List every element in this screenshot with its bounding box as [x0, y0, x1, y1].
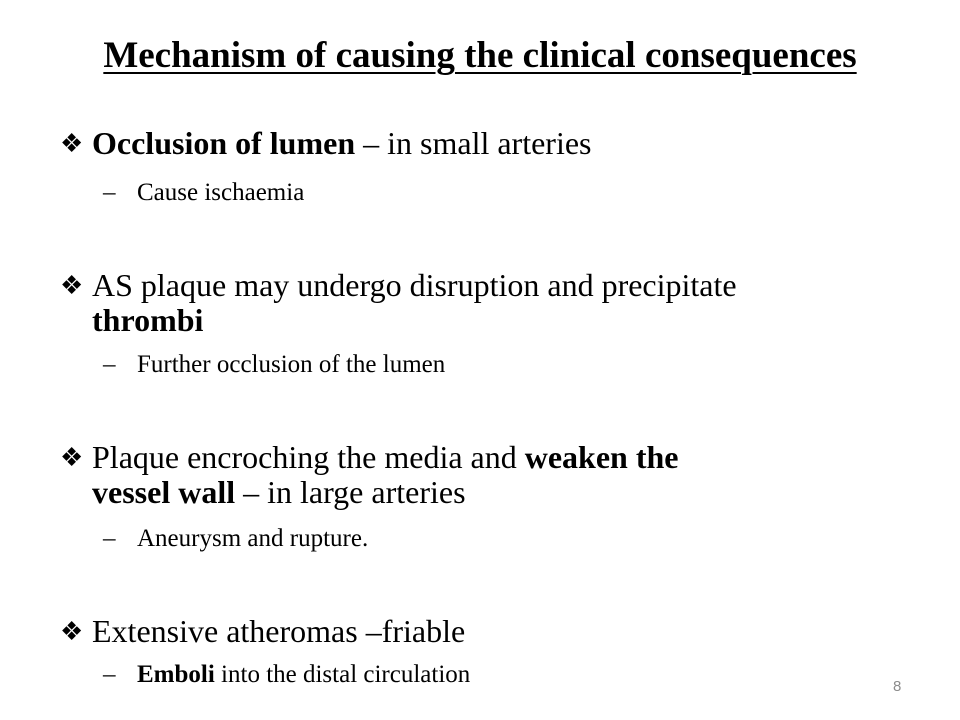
bullet-bold-text: weaken the — [524, 439, 679, 475]
bullet-text: AS plaque may undergo disruption and precipitate — [92, 267, 737, 303]
diamond-bullet-icon: ❖ — [60, 617, 84, 646]
bullet-extensive-atheromas — [60, 614, 465, 649]
dash-icon: – — [103, 525, 116, 552]
sub-bullet-ischaemia — [103, 178, 304, 208]
bullet-bold-text: Occlusion of lumen — [92, 125, 356, 161]
page-number: 8 — [893, 678, 902, 695]
dash-icon: – — [103, 351, 116, 378]
sub-bullet-text: Further occlusion of the lumen — [137, 351, 446, 378]
diamond-bullet-icon: ❖ — [60, 129, 84, 158]
diamond-bullet-icon: ❖ — [60, 443, 84, 472]
bullet-occlusion — [60, 126, 592, 161]
bullet-text: – in large arteries — [235, 474, 466, 510]
sub-bullet-aneurysm — [103, 524, 368, 554]
sub-bullet-text: Aneurysm and rupture. — [137, 525, 369, 552]
sub-bullet-bold-text: Emboli — [137, 661, 215, 688]
bullet-plaque-disruption — [60, 268, 737, 337]
bullet-text: – in small arteries — [355, 125, 592, 161]
slide-title: Mechanism of causing the clinical consequences — [103, 35, 857, 76]
bullet-text: Plaque encroching the media and — [92, 439, 525, 475]
sub-bullet-further-occlusion — [103, 350, 445, 380]
dash-icon: – — [103, 179, 116, 206]
bullet-bold-text: thrombi — [92, 302, 204, 338]
dash-icon: – — [103, 661, 116, 688]
bullet-text: Extensive atheromas –friable — [92, 613, 466, 649]
sub-bullet-text: Cause ischaemia — [137, 179, 305, 206]
sub-bullet-emboli — [103, 660, 470, 690]
diamond-bullet-icon: ❖ — [60, 271, 84, 300]
bullet-plaque-media — [60, 440, 679, 509]
sub-bullet-text: into the distal circulation — [214, 661, 471, 688]
bullet-bold-text: vessel wall — [92, 474, 236, 510]
